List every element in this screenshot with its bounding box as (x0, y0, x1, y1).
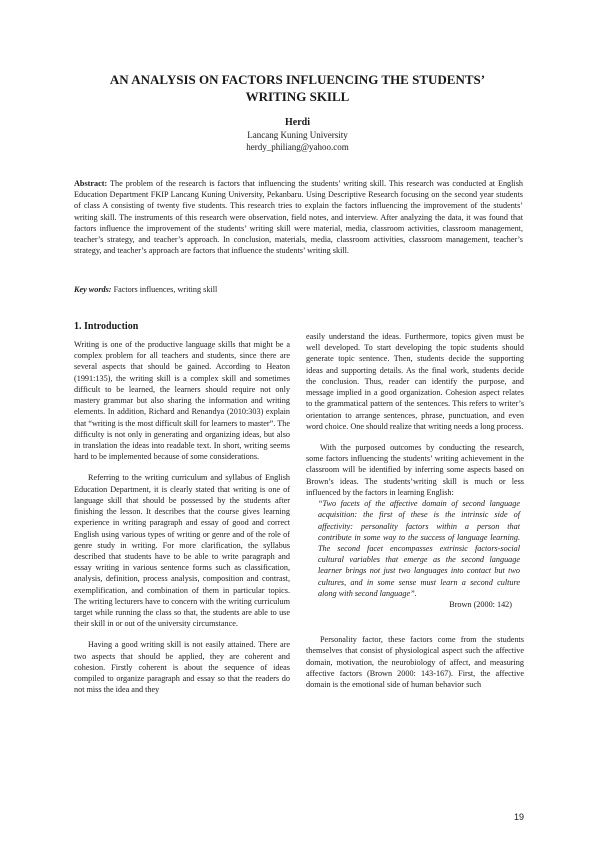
paper-title (60, 71, 535, 105)
keywords-text: Factors influences, writing skill (111, 285, 218, 294)
title-line-2: WRITING SKILL (245, 89, 350, 104)
paragraph: With the purposed outcomes by conducting the research, some factors influencing the students’ writing achievement in the classroom will be identified by inferring some aspects based on Brown’s ideas. The students’writing skill is much or less influenced by the factors in learning English: (306, 442, 524, 497)
left-column (74, 320, 290, 696)
author-email: herdy_philiang@yahoo.com (246, 142, 349, 152)
affiliation: Lancang Kuning University (247, 130, 348, 140)
keywords (74, 284, 523, 295)
abstract-text: The problem of the research is factors that influencing the students’ writing skill. This research was conducted at English Education Department FKIP Lancang Kuning University, Pekanbaru. Using Descriptive Research focusing on the second year students of class A consisting of twenty five students. This research tries to explain the factors influencing the improvement of the students’ writing skill. The instruments of this research were observation, field notes, and interview. After analyzing the data, it was found that factors influence the improvement of the students’ writing skill were material, media, classroom activities, classroom management, teacher’s strategy, and teacher’s approach. In conclusion, materials, media, classroom activities, classroom management, teacher’s strategy, and teacher’s approach are factors that influence the students’ writing skill. (74, 179, 523, 256)
section-heading: 1. Introduction (74, 321, 139, 332)
abstract-label: Abstract: (74, 179, 108, 188)
block-quote: “Two facets of the affective domain of second language acquisition: the first of these is the intrinsic side of affectivity: personality factors within a person that contribute in some way to the success of language learning. The second facet encompasses extrinsic factors-social cultural variables that emerge as the second language learner brings not just two languages into contact but two cultures, and in some sense must learn a second culture along with second language”. (318, 499, 520, 598)
paragraph: easily understand the ideas. Furthermore, topics given must be well developed. To start developing the topic students should generate topic sentence. Then, students decide the supporting ideas and supporting details. As the final work, students decide the conclusion. Thus, reader can identify the purpose, and message implied in a good organization. Cohesion aspect relates to the grammatical pattern of the sentences. This refers to writer’s orientation to arrange sentences, phrase, punctuation, and even word choice. One should realize that writing needs a long process. (306, 332, 524, 431)
keywords-label: Key words: (74, 285, 112, 294)
abstract (74, 178, 523, 256)
paragraph: Having a good writing skill is not easily attained. There are two aspects that should be applied, they are coherent and cohesion. Firstly coherent is about the sequence of ideas compiled to organize paragraph and essay so that the readers do not miss the idea and they (74, 640, 290, 695)
right-column (306, 331, 524, 690)
title-line-1: AN ANALYSIS ON FACTORS INFLUENCING THE STUDENTS’ (109, 72, 486, 87)
paragraph: Writing is one of the productive language skills that might be a complex problem for all teachers and students, since there are several aspects that should be gained. According to Heaton (1991:135), the writing skill is a complex skill and sometimes difficult to be learned, the learners should require not only mastery grammar but also sharing the information and writing elements. In addition, Richard and Renandya (2010:303) explain that “writing is the most difficult skill for learners to master”. The difficulty is not only in generating and organizing ideas, but also in translation the ideas into readable text. In short, writing seems hard to be implemented because of some considerations. (74, 340, 290, 462)
page-number: 19 (513, 812, 524, 822)
author-affiliation-block (60, 129, 535, 153)
paragraph: Personality factor, these factors come from the students themselves that consist of physiological aspect such the affective domain, motivation, the neurobiology of affect, and measuring affective factors (Brown 2000: 143-167). First, the affective domain is the emotional side of human behavior such (306, 635, 524, 690)
quote-citation: Brown (2000: 142) (449, 600, 512, 610)
paragraph: Referring to the writing curriculum and syllabus of English Education Department, it is clearly stated that writing is one of language skill that should be possessed by the students after finishing the lesson. It describes that the course gives learning experience in writing paragraph and essay of good and correct English using various types of writing or genre and of the role of genre study in writing. For more clarification, the syllabus described that students have to be able to write paragraph and essay writing in various sentence forms such as classification, analysis, definition, process analysis, composition and contrast, exemplification, and combination of them in particular topics. The writing lecturers have to concern with the writing curriculum target while running the class so that, the students are able to use their skill in or out of the university circumstance. (74, 473, 290, 629)
author-name: Herdi (285, 117, 310, 128)
